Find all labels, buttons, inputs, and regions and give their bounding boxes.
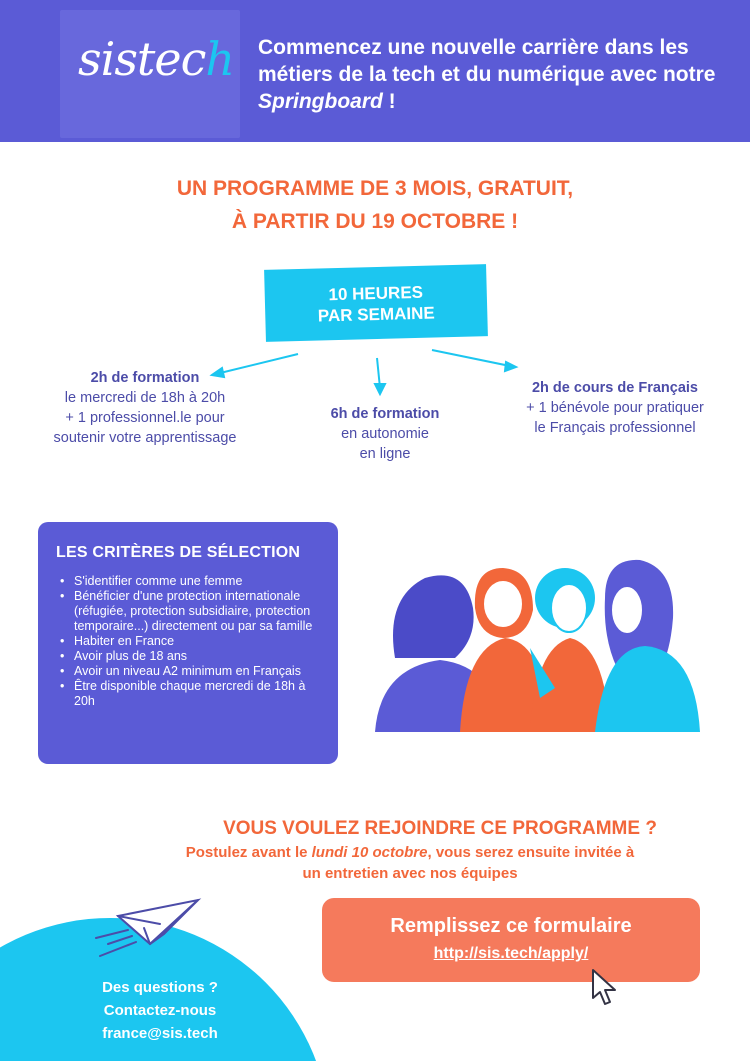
criteria-item: • Être disponible chaque mercredi de 18h à 20h — [56, 679, 322, 709]
hours-line-2: PAR SEMAINE — [317, 303, 435, 326]
sistech-logo — [78, 32, 234, 86]
criteria-title: LES CRITÈRES DE SÉLECTION — [56, 544, 301, 561]
column-2-line: en ligne — [359, 446, 411, 462]
contact-question: Des questions ? — [102, 979, 218, 996]
column-1-line: le mercredi de 18h à 20h — [64, 390, 226, 406]
criteria-list — [56, 574, 322, 709]
column-2-line: en autonomie — [341, 426, 429, 442]
logo-main-text: sistec — [78, 32, 206, 86]
column-1-title: 2h de formation — [90, 370, 200, 386]
headline-line-2: À PARTIR DU 19 OCTOBRE ! — [231, 210, 519, 233]
column-weekly-training — [30, 368, 260, 448]
criteria-item: • Habiter en France — [56, 634, 322, 649]
column-3-line: le Français professionnel — [534, 420, 696, 436]
criteria-item: • Avoir plus de 18 ans — [56, 649, 322, 664]
column-french-lessons — [490, 378, 740, 438]
tagline-italic: Springboard — [258, 90, 383, 113]
tagline-text: Commencez une nouvelle carrière dans les métiers de la tech et du numérique avec notre — [258, 36, 716, 86]
criteria-item: • Bénéficier d'une protection internationale (réfugiée, protection subsidiaire, protection temporaire...) directement ou par sa famille — [56, 589, 322, 634]
tagline-end: ! — [382, 90, 396, 113]
column-online-training — [300, 404, 470, 464]
women-group-illustration — [355, 538, 725, 732]
program-headline — [0, 172, 750, 238]
cursor-pointer-icon — [590, 968, 618, 1008]
cta-deadline: lundi 10 octobre — [311, 844, 428, 861]
contact-us: Contactez-nous — [103, 1002, 217, 1019]
hours-per-week-box — [264, 264, 488, 342]
cta-sub-before: Postulez avant le — [185, 844, 312, 861]
column-3-line: + 1 bénévole pour pratiquer — [526, 400, 704, 416]
arrow-middle-head — [375, 384, 385, 394]
cta-subtitle — [180, 842, 640, 884]
column-3-title: 2h de cours de Français — [531, 380, 698, 396]
column-2-title: 6h de formation — [330, 406, 440, 422]
paper-plane-icon — [88, 894, 208, 964]
arrow-right — [432, 350, 510, 366]
apply-link[interactable]: http://sis.tech/apply/ — [433, 945, 589, 962]
selection-criteria-card — [38, 522, 338, 764]
criteria-item: • S'identifier comme une femme — [56, 574, 322, 589]
form-button-label: Remplissez ce formulaire — [390, 915, 632, 937]
header-tagline — [258, 34, 728, 115]
headline-line-1: UN PROGRAMME DE 3 MOIS, GRATUIT, — [176, 177, 574, 200]
arrow-right-head — [505, 362, 516, 371]
contact-block — [80, 976, 240, 1045]
column-1-line: + 1 professionnel.le pour — [65, 410, 225, 426]
criteria-item: • Avoir un niveau A2 minimum en Français — [56, 664, 322, 679]
header-banner — [0, 0, 750, 142]
cta-sub-after: , vous serez ensuite invitée à un entretien avec nos équipes — [302, 844, 635, 882]
logo-accent-text: h — [205, 32, 235, 86]
contact-email-link[interactable]: france@sis.tech — [102, 1025, 218, 1042]
hours-line-1: 10 HEURES — [328, 282, 424, 305]
cta-title: VOUS VOULEZ REJOINDRE CE PROGRAMME ? — [223, 818, 657, 839]
apply-form-button[interactable] — [322, 898, 700, 982]
column-1-line: soutenir votre apprentissage — [53, 430, 237, 446]
